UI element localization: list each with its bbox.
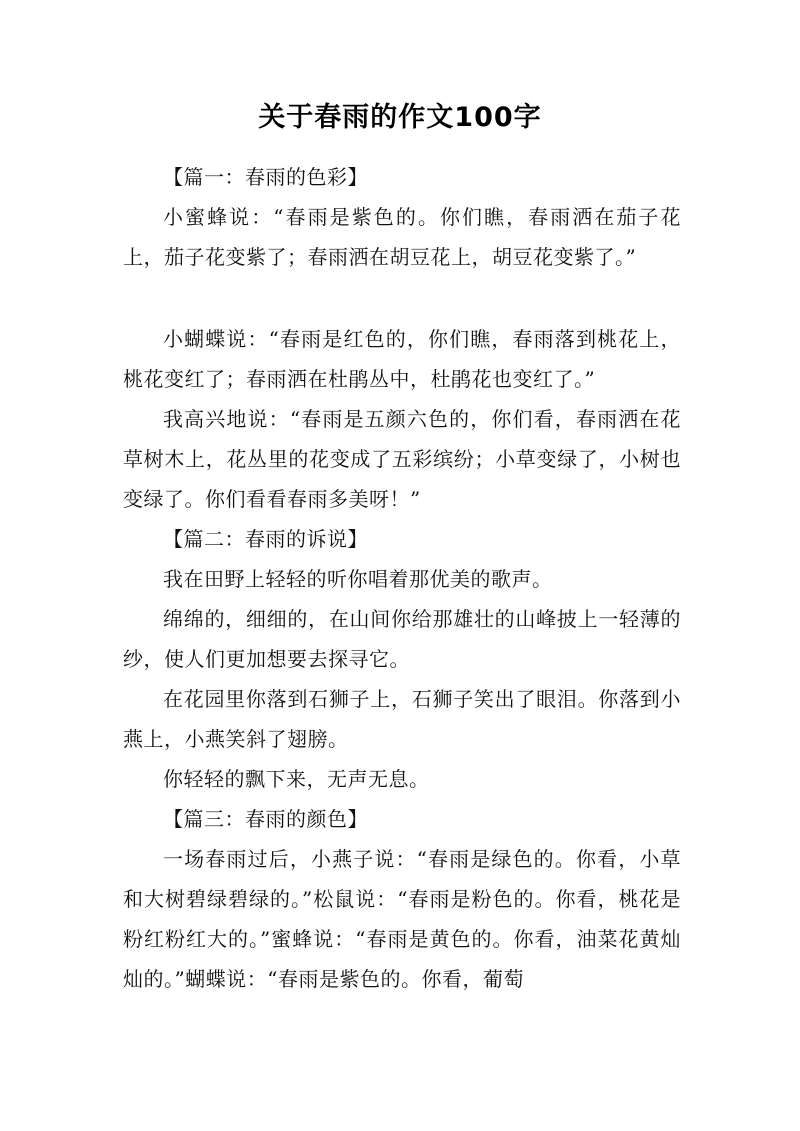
paragraph: 我在田野上轻轻的听你唱着那优美的歌声。: [163, 567, 553, 591]
section-heading-1: 【篇一：春雨的色彩】: [163, 165, 368, 189]
paragraph: 你轻轻的飘下来，无声无息。: [163, 767, 430, 791]
paragraph: 小蜜蜂说：“春雨是紫色的。你们瞧，春雨洒在茄子花上，茄子花变紫了；春雨洒在胡豆花上，胡豆花变紫了。”: [123, 205, 681, 269]
document-title: 关于春雨的作文100字: [258, 102, 542, 133]
paragraph: 我高兴地说：“春雨是五颜六色的，你们看，春雨洒在花草树木上，花丛里的花变成了五彩缤纷；小草变绿了，小树也变绿了。你们看看春雨多美呀！”: [123, 407, 681, 511]
paragraph: 绵绵的，细细的，在山间你给那雄壮的山峰披上一轻薄的纱，使人们更加想要去探寻它。: [123, 607, 681, 671]
document-body: [123, 157, 681, 999]
section-heading-2: 【篇二：春雨的诉说】: [163, 527, 368, 551]
paragraph: 小蝴蝶说：“春雨是红色的，你们瞧，春雨落到桃花上，桃花变红了；春雨洒在杜鹃丛中，杜鹃花也变红了。”: [123, 327, 681, 391]
blank-line: [123, 277, 681, 319]
section-heading-3: 【篇三：春雨的颜色】: [163, 807, 368, 831]
paragraph: 一场春雨过后，小燕子说：“春雨是绿色的。你看，小草和大树碧绿碧绿的。”松鼠说：“春雨是粉色的。你看，桃花是粉红粉红大的。”蜜蜂说：“春雨是黄色的。你看，油菜花黄灿灿的。”蝴蝶说：“春雨是紫色的。你看，葡萄: [123, 847, 681, 991]
paragraph: 在花园里你落到石狮子上，石狮子笑出了眼泪。你落到小燕上，小燕笑斜了翅膀。: [123, 687, 681, 751]
